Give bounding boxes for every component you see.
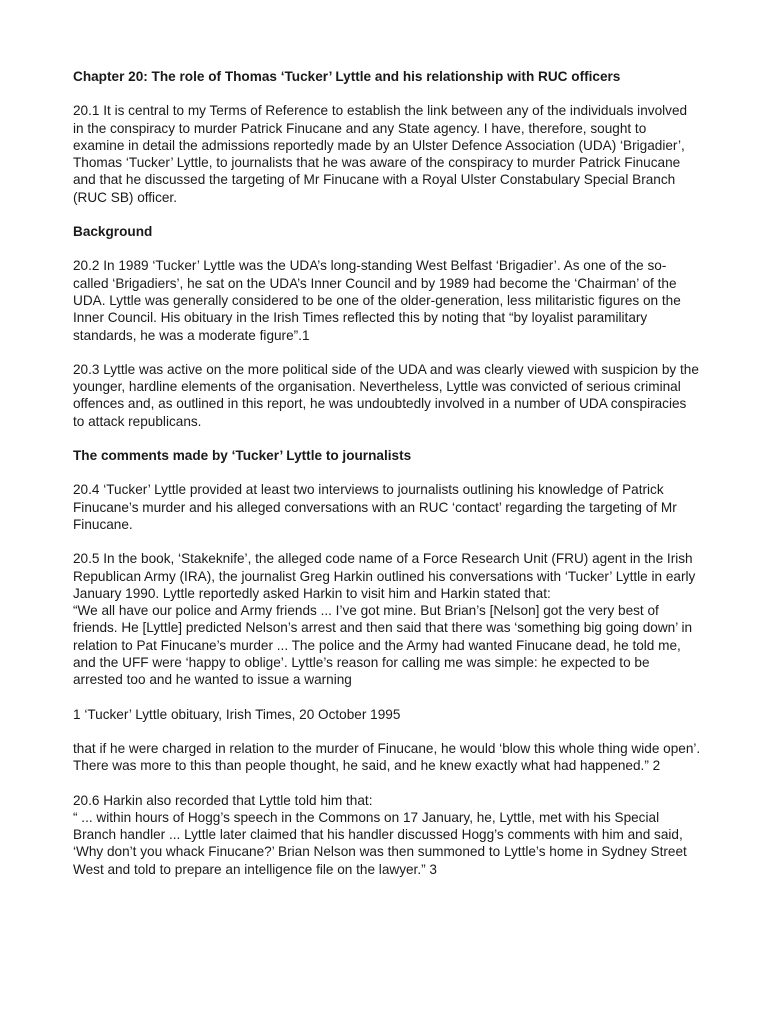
quote-20-5: “We all have our police and Army friends ... I’ve got mine. But Brian’s [Nelson] got the very best of friends. He [Lyttle] predicted Nelson’s arrest and then said that there was ‘something big going down’ in relation to Pat Finucane’s murder ... The police and the Army had wanted Finucane dead, he told me, and the UFF were ‘happy to oblige’. Lyttle’s reason for calling me was simple: he expected to be arrested too and he wanted to issue a warning xyxy=(73,603,693,688)
paragraph-20-5: 20.5 In the book, ‘Stakeknife’, the alleged code name of a Force Research Unit (FRU) agent in the Irish Republican Army (IRA), the journalist Greg Harkin outlined his conversations with ‘Tucker’ Lyttle in early January 1990. Lyttle reportedly asked Harkin to visit him and Harkin stated that: xyxy=(73,551,696,601)
chapter-title: Chapter 20: The role of Thomas ‘Tucker’ Lyttle and his relationship with RUC officers xyxy=(73,69,621,84)
document-page xyxy=(73,68,701,878)
footnote-1: 1 ‘Tucker’ Lyttle obituary, Irish Times, 20 October 1995 xyxy=(73,706,401,722)
section-heading-comments: The comments made by ‘Tucker’ Lyttle to journalists xyxy=(73,448,412,464)
paragraph-20-3: 20.3 Lyttle was active on the more political side of the UDA and was clearly viewed with suspicion by the younger, hardline elements of the organisation. Nevertheless, Lyttle was convicted of serious criminal offences and, as outlined in this report, he was undoubtedly involved in a number of UDA conspiracies to attack republicans. xyxy=(73,361,699,429)
section-heading-background: Background xyxy=(73,224,153,240)
quote-continued: that if he were charged in relation to the murder of Finucane, he would ‘blow this whole thing wide open’. There was more to this than people thought, he said, and he knew exactly what had happened.” 2 xyxy=(73,740,701,774)
quote-20-6: “ ... within hours of Hogg’s speech in the Commons on 17 January, he, Lyttle, met with his Special Branch handler ... Lyttle later claimed that his handler discussed Hogg’s comments with him and said, ‘Why don’t you whack Finucane?’ Brian Nelson was then summoned to Lyttle’s home in Sydney Street West and told to prepare an intelligence file on the lawyer.” 3 xyxy=(73,809,687,877)
paragraph-20-2: 20.2 In 1989 ‘Tucker’ Lyttle was the UDA’s long-standing West Belfast ‘Brigadier’. As one of the so-called ‘Brigadiers’, he sat on the UDA’s Inner Council and by 1989 had become the ‘Chairman’ of the UDA. Lyttle was generally considered to be one of the older-generation, less militaristic figures on the Inner Council. His obituary in the Irish Times reflected this by noting that “by loyalist paramilitary standards, he was a moderate figure”.1 xyxy=(73,258,681,343)
paragraph-20-4: 20.4 ‘Tucker’ Lyttle provided at least two interviews to journalists outlining his knowledge of Patrick Finucane’s murder and his alleged conversations with an RUC ‘contact’ regarding the targeting of Mr Finucane. xyxy=(73,482,677,532)
paragraph-20-1: 20.1 It is central to my Terms of Reference to establish the link between any of the individuals involved in the conspiracy to murder Patrick Finucane and any State agency. I have, therefore, sought to examine in detail the admissions reportedly made by an Ulster Defence Association (UDA) ‘Brigadier’, Thomas ‘Tucker’ Lyttle, to journalists that he was aware of the conspiracy to murder Patrick Finucane and that he discussed the targeting of Mr Finucane with a Royal Ulster Constabulary Special Branch (RUC SB) officer. xyxy=(73,103,688,205)
paragraph-20-6: 20.6 Harkin also recorded that Lyttle told him that: xyxy=(73,792,373,808)
